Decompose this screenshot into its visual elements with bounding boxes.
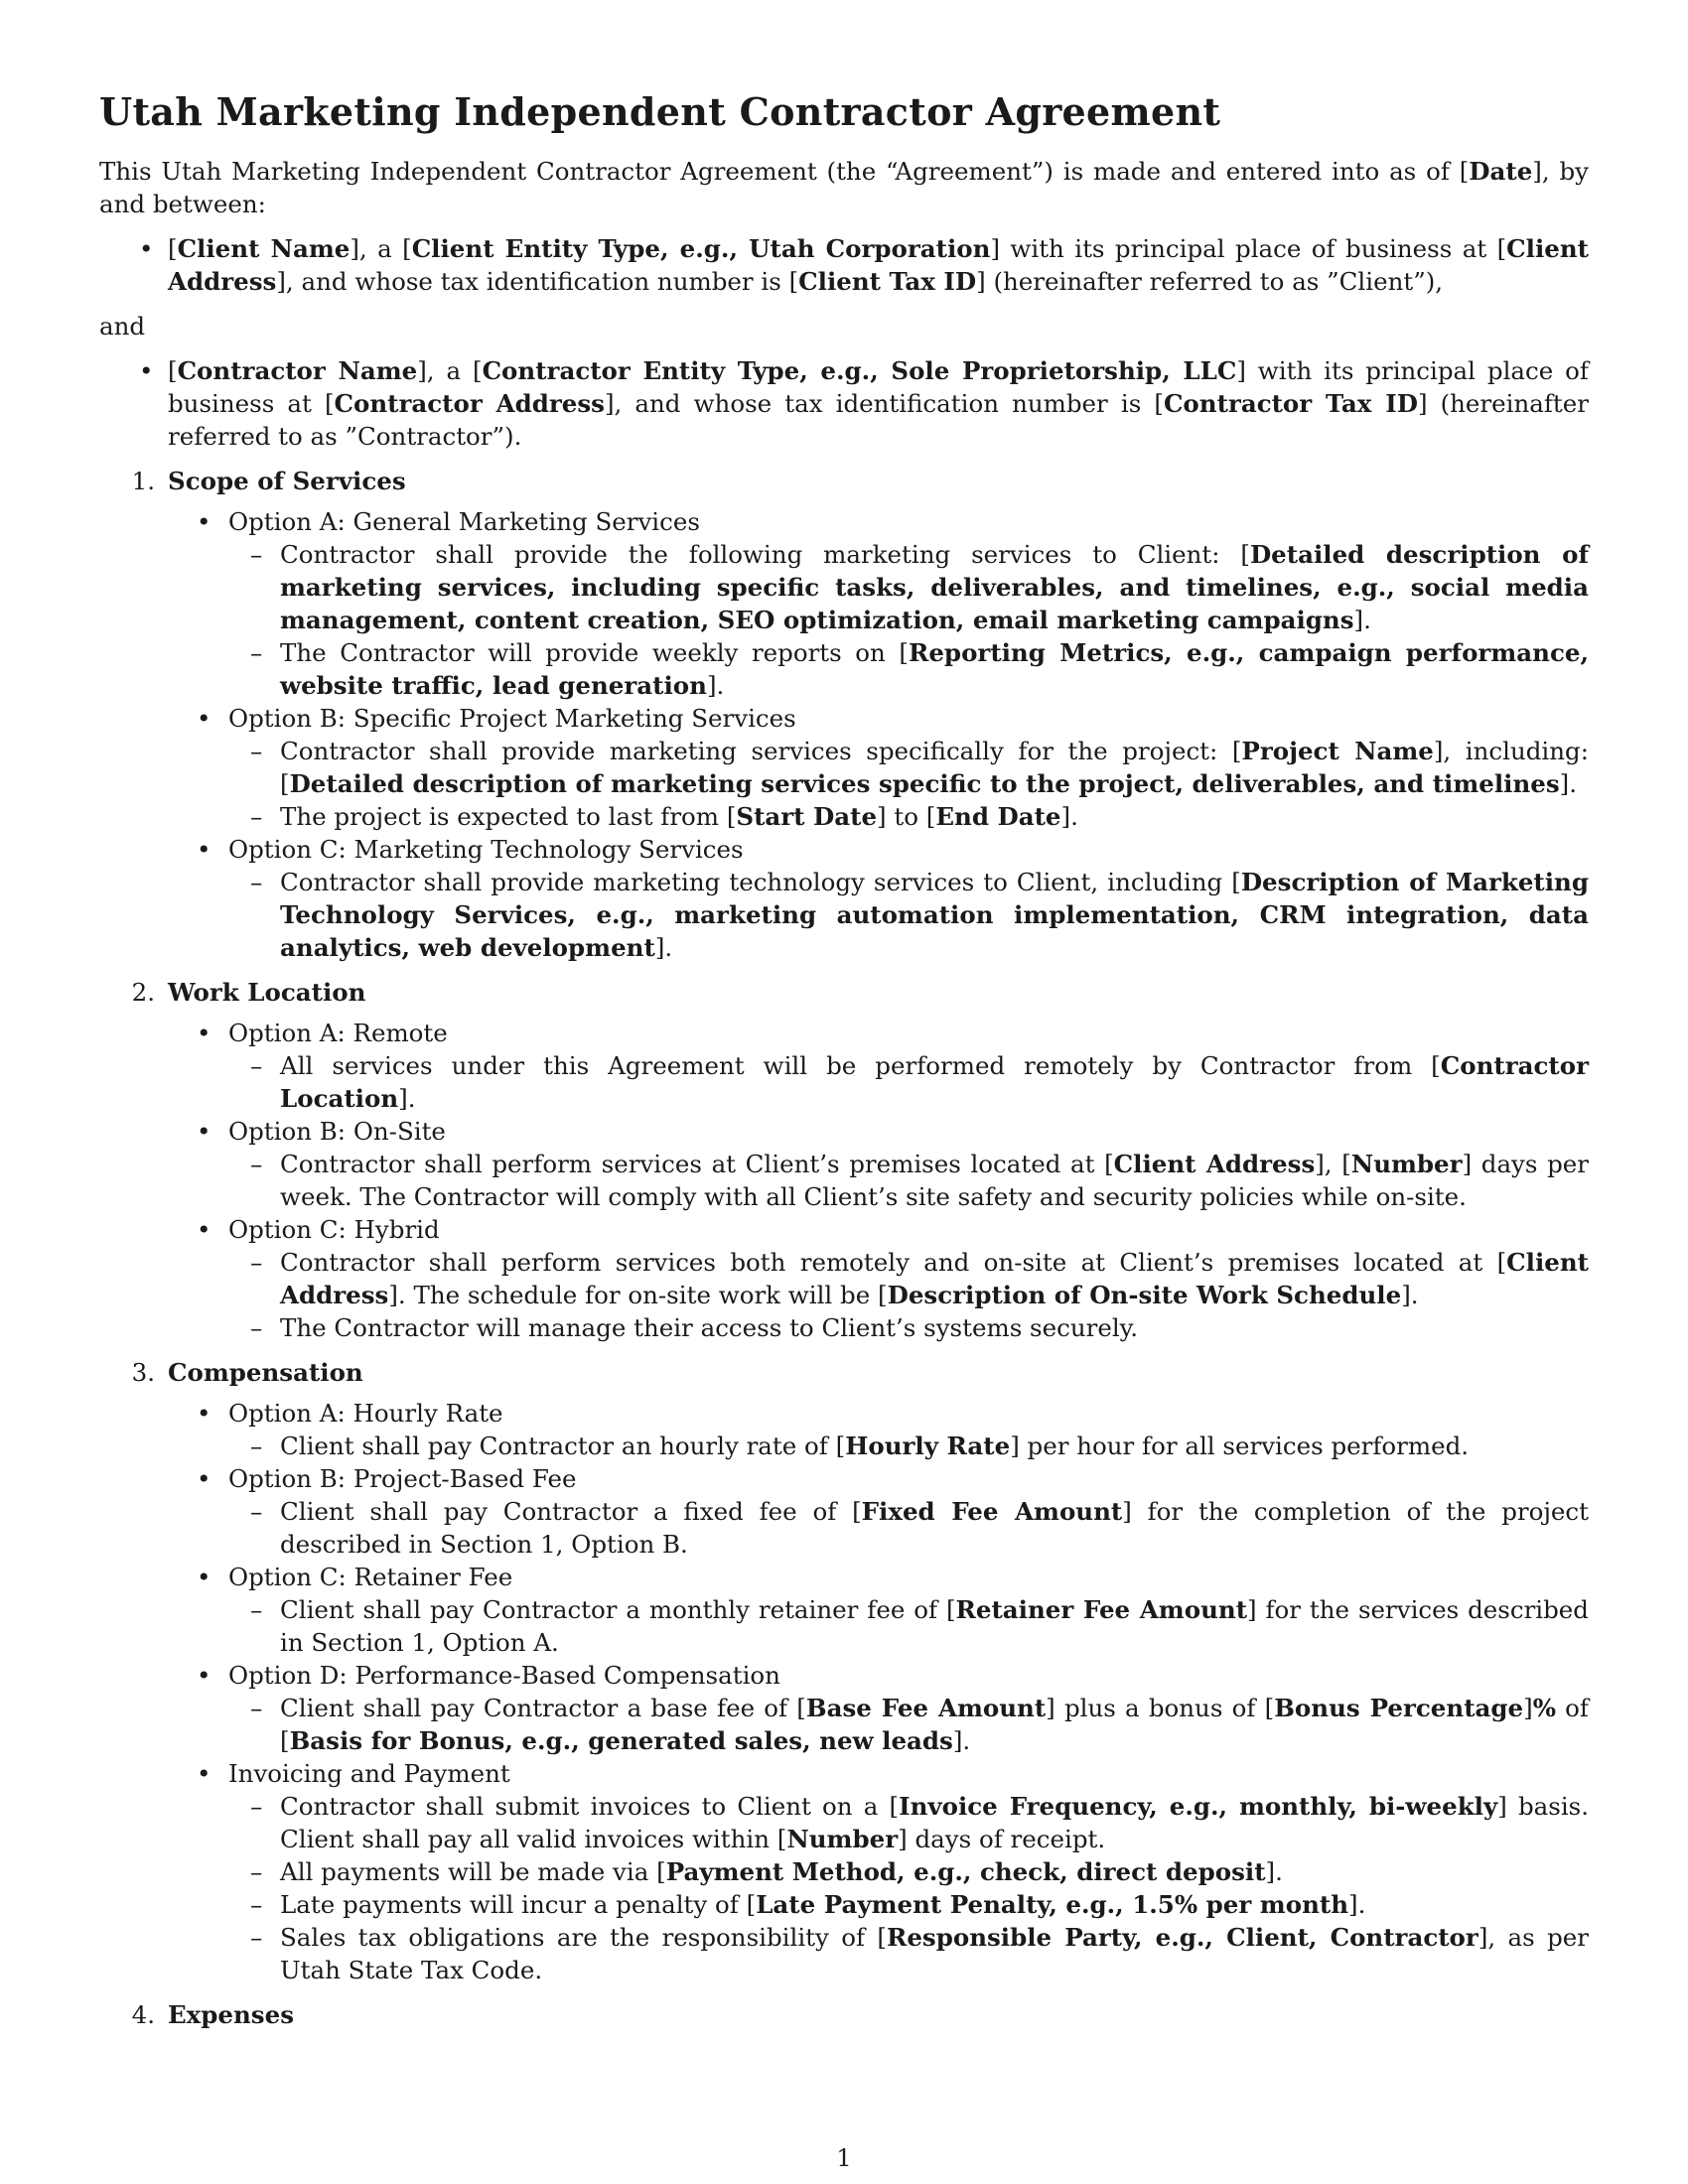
placeholder-field: Client Address xyxy=(280,1248,1589,1309)
section-heading xyxy=(99,465,1589,497)
text-run: ] with its principal place of business at [ xyxy=(168,356,1589,418)
dash-icon: – xyxy=(250,540,263,569)
dash-icon: – xyxy=(250,802,263,831)
text-run: Client shall pay Contractor a fixed fee of [ xyxy=(280,1497,862,1526)
option-item xyxy=(99,1462,1589,1561)
bullet-icon: • xyxy=(139,234,154,263)
text-run: ] (hereinafter referred to as ”Contractor”). xyxy=(168,389,1589,451)
clause-list xyxy=(250,1430,1589,1462)
text-run: ] days per week. The Contractor will comply with all Client’s site safety and security policies while on-site. xyxy=(280,1150,1589,1211)
clause-item xyxy=(250,1692,1589,1757)
text-run: ], a [ xyxy=(417,356,483,385)
clause-list xyxy=(250,1148,1589,1213)
option-label: Invoicing and Payment xyxy=(228,1759,510,1788)
text-run: ]. xyxy=(654,933,673,962)
placeholder-field: Contractor Name xyxy=(177,356,418,385)
document-title: Utah Marketing Independent Contractor Agreement xyxy=(99,89,1221,134)
text-run: ] plus a bonus of [ xyxy=(1046,1694,1275,1722)
text-run: Client shall pay Contractor a base fee of [ xyxy=(280,1694,806,1722)
placeholder-field: End Date xyxy=(935,802,1061,831)
text-run: Late payments will incur a penalty of [ xyxy=(280,1890,757,1919)
section-heading xyxy=(99,1998,1589,2031)
text-run: Contractor shall submit invoices to Client on a [ xyxy=(280,1792,900,1821)
text-run: ]. xyxy=(1265,1857,1283,1886)
clause-list xyxy=(250,1049,1589,1115)
bullet-icon: • xyxy=(197,1563,211,1591)
placeholder-field: Contractor Location xyxy=(280,1051,1589,1113)
clause-list xyxy=(250,1495,1589,1561)
text-run: The project is expected to last from [ xyxy=(280,802,737,831)
option-list xyxy=(99,1397,1589,1986)
contractor-party-text xyxy=(168,356,1589,451)
text-run: ], [ xyxy=(1315,1150,1351,1178)
dash-icon: – xyxy=(250,638,263,667)
option-label: Option A: Hourly Rate xyxy=(228,1399,503,1428)
text-run: Contractor shall provide the following marketing services to Client: [ xyxy=(280,540,1250,569)
placeholder-field: Client Address xyxy=(168,234,1589,296)
sections-list xyxy=(99,465,1589,2031)
option-label: Option B: Specific Project Marketing Services xyxy=(228,704,796,733)
dash-icon: – xyxy=(250,1497,263,1526)
text-run: ], as per Utah State Tax Code. xyxy=(280,1923,1589,1984)
clause-list xyxy=(250,866,1589,964)
section-number: 2. xyxy=(131,978,155,1007)
text-run: Contractor shall perform services both remotely and on-site at Client’s premises located at [ xyxy=(280,1248,1507,1277)
placeholder-field: Client Name xyxy=(177,234,351,263)
section xyxy=(99,976,1589,1344)
client-party-text xyxy=(168,234,1589,296)
placeholder-field: Retainer Fee Amount xyxy=(955,1595,1248,1624)
clause-list xyxy=(250,735,1589,833)
clause-item xyxy=(250,735,1589,800)
clause-item xyxy=(250,1148,1589,1213)
bullet-icon: • xyxy=(197,835,211,864)
clause-item xyxy=(250,538,1589,636)
clause-item xyxy=(250,1888,1589,1921)
text-run: ]. xyxy=(398,1084,416,1113)
section xyxy=(99,1356,1589,1986)
text-run: ], and whose tax identification number is [ xyxy=(276,267,799,296)
text-run: ] basis. Client shall pay all valid invoices within [ xyxy=(280,1792,1590,1853)
placeholder-field: Number xyxy=(786,1825,899,1853)
text-run: ] (hereinafter referred to as ”Client”), xyxy=(976,267,1444,296)
placeholder-field: Description of Marketing Technology Services, e.g., marketing automation implementation, CRM integration, data analytics, web development xyxy=(280,868,1589,962)
text-run: ] for the completion of the project described in Section 1, Option B. xyxy=(280,1497,1589,1559)
option-item xyxy=(99,1017,1589,1115)
placeholder-field: Project Name xyxy=(1241,737,1434,765)
client-party-list xyxy=(99,232,1589,298)
text-run: Contractor shall perform services at Client’s premises located at [ xyxy=(280,1150,1114,1178)
section-number: 4. xyxy=(131,2000,155,2029)
option-label: Option C: Retainer Fee xyxy=(228,1563,513,1591)
text-run: ] for the services described in Section 1, Option A. xyxy=(280,1595,1589,1657)
text-run: Contractor shall provide marketing services specifically for the project: [ xyxy=(280,737,1242,765)
clause-item xyxy=(250,1049,1589,1115)
dash-icon: – xyxy=(250,868,263,896)
placeholder-field: Bonus Percentage xyxy=(1274,1694,1524,1722)
option-label: Option A: Remote xyxy=(228,1019,448,1047)
option-label: Option B: On-Site xyxy=(228,1117,446,1146)
option-label: Option C: Hybrid xyxy=(228,1215,440,1244)
option-item xyxy=(99,1659,1589,1757)
text-run: Contractor shall provide marketing technology services to Client, including [ xyxy=(280,868,1241,896)
dash-icon: – xyxy=(250,1694,263,1722)
placeholder-field: Contractor Address xyxy=(334,389,605,418)
placeholder-field: % xyxy=(1532,1694,1556,1722)
clause-item xyxy=(250,1495,1589,1561)
clause-item xyxy=(250,1855,1589,1888)
text-run: ], including: [ xyxy=(280,737,1589,798)
bullet-icon: • xyxy=(197,1661,211,1690)
section-heading xyxy=(99,976,1589,1009)
section-title: Compensation xyxy=(168,1358,363,1387)
dash-icon: – xyxy=(250,1890,263,1919)
bullet-icon: • xyxy=(197,1215,211,1244)
clause-item xyxy=(250,1430,1589,1462)
bullet-icon: • xyxy=(197,1019,211,1047)
placeholder-field: Late Payment Penalty, e.g., 1.5% per month xyxy=(756,1890,1349,1919)
placeholder-field: Number xyxy=(1350,1150,1463,1178)
text-run: ], by and between: xyxy=(99,157,1589,218)
placeholder-field: Detailed description of marketing services, including specific tasks, deliverables, and timelines, e.g., social media management, content creation, SEO optimization, email marketing campaigns xyxy=(280,540,1589,634)
section-number: 3. xyxy=(131,1358,155,1387)
clause-list xyxy=(250,1692,1589,1757)
clause-list xyxy=(250,1790,1590,1986)
placeholder-field: Hourly Rate xyxy=(845,1432,1011,1460)
clause-item xyxy=(250,636,1589,702)
dash-icon: – xyxy=(250,1595,263,1624)
placeholder-field: Reporting Metrics, e.g., campaign performance, website traffic, lead generation xyxy=(280,638,1589,700)
text-run: [ xyxy=(168,356,178,385)
section-title: Scope of Services xyxy=(168,467,406,495)
clause-item xyxy=(250,1921,1589,1986)
bullet-icon: • xyxy=(197,1117,211,1146)
section-heading xyxy=(99,1356,1589,1389)
contractor-party-list xyxy=(99,354,1589,453)
contractor-party-item xyxy=(99,354,1589,453)
option-list xyxy=(99,1017,1589,1344)
text-run: ], and whose tax identification number is [ xyxy=(604,389,1164,418)
page-number: 1 xyxy=(836,2144,852,2172)
text-run: ] per hour for all services performed. xyxy=(1010,1432,1470,1460)
text-run: [ xyxy=(168,234,178,263)
dash-icon: – xyxy=(250,1792,263,1821)
placeholder-field: Fixed Fee Amount xyxy=(861,1497,1123,1526)
text-run: ] to [ xyxy=(877,802,936,831)
text-run: This Utah Marketing Independent Contractor Agreement (the “Agreement”) is made and entered into as of [ xyxy=(99,157,1470,186)
option-label: Option A: General Marketing Services xyxy=(228,507,700,536)
section-title: Work Location xyxy=(168,978,366,1007)
placeholder-field: Date xyxy=(1469,157,1533,186)
clause-item xyxy=(250,1790,1590,1855)
text-run: The Contractor will provide weekly reports on [ xyxy=(280,638,909,667)
bullet-icon: • xyxy=(197,704,211,733)
dash-icon: – xyxy=(250,1857,263,1886)
text-run: ]. xyxy=(1348,1890,1366,1919)
bullet-icon: • xyxy=(197,1464,211,1493)
option-label: Option C: Marketing Technology Services xyxy=(228,835,744,864)
text-run: ]. The schedule for on-site work will be [ xyxy=(388,1281,888,1309)
option-list xyxy=(99,505,1589,964)
clause-list xyxy=(250,1593,1589,1659)
text-run: Client shall pay Contractor an hourly rate of [ xyxy=(280,1432,846,1460)
placeholder-field: Payment Method, e.g., check, direct deposit xyxy=(665,1857,1266,1886)
text-run: ], a [ xyxy=(350,234,412,263)
dash-icon: – xyxy=(250,737,263,765)
clause-item xyxy=(250,1593,1589,1659)
placeholder-field: Start Date xyxy=(736,802,878,831)
bullet-icon: • xyxy=(197,1399,211,1428)
placeholder-field: Base Fee Amount xyxy=(805,1694,1047,1722)
dash-icon: – xyxy=(250,1923,263,1952)
text-run: ] with its principal place of business at [ xyxy=(990,234,1507,263)
option-item xyxy=(99,1757,1589,1986)
text-run: ]. xyxy=(1559,769,1577,798)
placeholder-field: Contractor Entity Type, e.g., Sole Proprietorship, LLC xyxy=(482,356,1237,385)
section xyxy=(99,465,1589,964)
text-run: The Contractor will manage their access to Client’s systems securely. xyxy=(280,1313,1139,1342)
option-label: Option D: Performance-Based Compensation xyxy=(228,1661,780,1690)
option-label: Option B: Project-Based Fee xyxy=(228,1464,577,1493)
text-run: Client shall pay Contractor a monthly retainer fee of [ xyxy=(280,1595,956,1624)
option-item xyxy=(99,1115,1589,1213)
and-connector: and xyxy=(99,312,146,341)
clause-item xyxy=(250,800,1589,833)
option-item xyxy=(99,833,1589,964)
dash-icon: – xyxy=(250,1150,263,1178)
dash-icon: – xyxy=(250,1313,263,1342)
client-party-item xyxy=(99,232,1589,298)
clause-item xyxy=(250,866,1589,964)
section-title: Expenses xyxy=(168,2000,294,2029)
text-run: All services under this Agreement will be performed remotely by Contractor from [ xyxy=(280,1051,1441,1080)
option-item xyxy=(99,1213,1589,1344)
option-item xyxy=(99,1397,1589,1462)
clause-item xyxy=(250,1246,1589,1311)
section xyxy=(99,1998,1589,2031)
option-item xyxy=(99,1561,1589,1659)
clause-item xyxy=(250,1311,1589,1344)
dash-icon: – xyxy=(250,1432,263,1460)
text-run: ] days of receipt. xyxy=(898,1825,1106,1853)
clause-list xyxy=(250,1246,1589,1344)
text-run: ]. xyxy=(1401,1281,1419,1309)
text-run: ]. xyxy=(952,1726,971,1755)
text-run: All payments will be made via [ xyxy=(280,1857,666,1886)
dash-icon: – xyxy=(250,1051,263,1080)
text-run: ]. xyxy=(1353,606,1371,634)
placeholder-field: Invoice Frequency, e.g., monthly, bi-weekly xyxy=(899,1792,1498,1821)
document-page xyxy=(99,89,1589,2043)
text-run: of [ xyxy=(280,1694,1589,1755)
text-run: ]. xyxy=(706,671,725,700)
placeholder-field: Contractor Tax ID xyxy=(1163,389,1418,418)
bullet-icon: • xyxy=(197,507,211,536)
placeholder-field: Detailed description of marketing services specific to the project, deliverables, and timelines xyxy=(289,769,1560,798)
option-item xyxy=(99,505,1589,702)
text-run: Sales tax obligations are the responsibility of [ xyxy=(280,1923,887,1952)
placeholder-field: Basis for Bonus, e.g., generated sales, new leads xyxy=(289,1726,953,1755)
placeholder-field: Client Tax ID xyxy=(798,267,977,296)
option-item xyxy=(99,702,1589,833)
placeholder-field: Client Address xyxy=(1113,1150,1316,1178)
intro-paragraph xyxy=(99,155,1589,220)
placeholder-field: Responsible Party, e.g., Client, Contractor xyxy=(886,1923,1478,1952)
section-number: 1. xyxy=(131,467,155,495)
placeholder-field: Description of On-site Work Schedule xyxy=(887,1281,1402,1309)
text-run: ] xyxy=(1523,1694,1533,1722)
text-run: ]. xyxy=(1060,802,1078,831)
clause-list xyxy=(250,538,1589,702)
dash-icon: – xyxy=(250,1248,263,1277)
placeholder-field: Client Entity Type, e.g., Utah Corporation xyxy=(411,234,991,263)
bullet-icon: • xyxy=(139,356,154,385)
bullet-icon: • xyxy=(197,1759,211,1788)
